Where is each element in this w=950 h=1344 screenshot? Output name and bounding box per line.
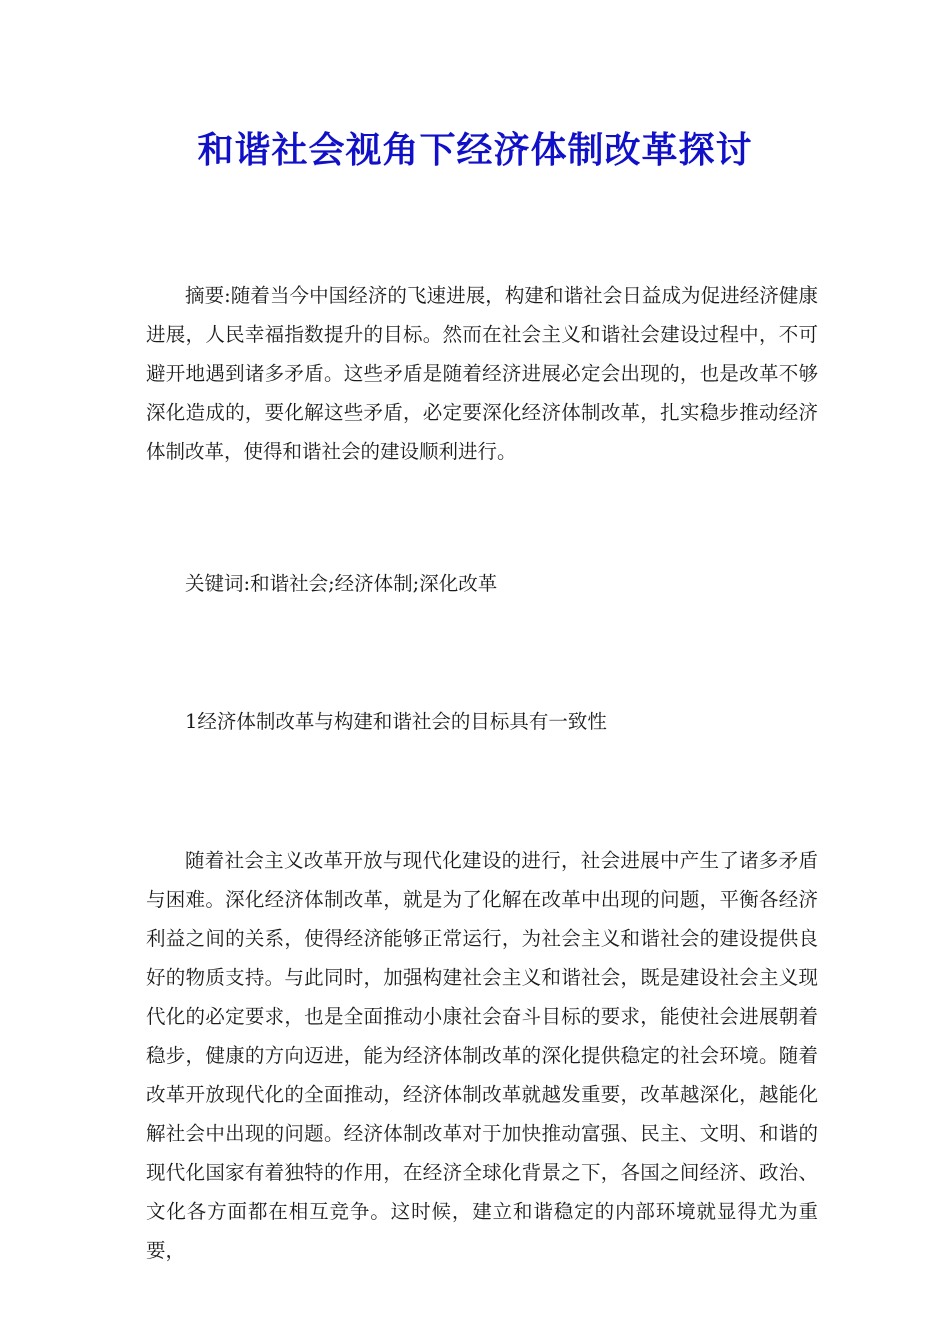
abstract-paragraph: 摘要:随着当今中国经济的飞速进展，构建和谐社会日益成为促进经济健康进展，人民幸福指数提升的目标。然而在社会主义和谐社会建设过程中，不可避开地遇到诸多矛盾。这些矛盾是随着经济进展必定会出现的，也是改革不够深化造成的，要化解这些矛盾，必定要深化经济体制改革，扎实稳步推动经济体制改革，使得和谐社会的建设顺利进行。 xyxy=(146,284,818,463)
section-heading: 1经济体制改革与构建和谐社会的目标具有一致性 xyxy=(185,710,607,733)
body-paragraph: 随着社会主义改革开放与现代化建设的进行，社会进展中产生了诸多矛盾与困难。深化经济体制改革，就是为了化解在改革中出现的问题，平衡各经济利益之间的关系，使得经济能够正常运行，为社会主义和谐社会的建设提供良好的物质支持。与此同时，加强构建社会主义和谐社会，既是建设社会主义现代化的必定要求，也是全面推动小康社会奋斗目标的要求，能使社会进展朝着稳步，健康的方向迈进，能为经济体制改革的深化提供稳定的社会环境。随着改革开放现代化的全面推动，经济体制改革就越发重要，改革越深化，越能化解社会中出现的问题。经济体制改革对于加快推动富强、民主、文明、和谐的现代化国家有着独特的作用，在经济全球化背景之下，各国之间经济、政治、文化各方面都在相互竞争。这时候，建立和谐稳定的内部环境就显得尤为重要， xyxy=(146,849,818,1262)
document-title: 和谐社会视角下经济体制改革探讨 xyxy=(197,130,753,171)
keywords-line: 关键词:和谐社会;经济体制;深化改革 xyxy=(185,572,498,595)
